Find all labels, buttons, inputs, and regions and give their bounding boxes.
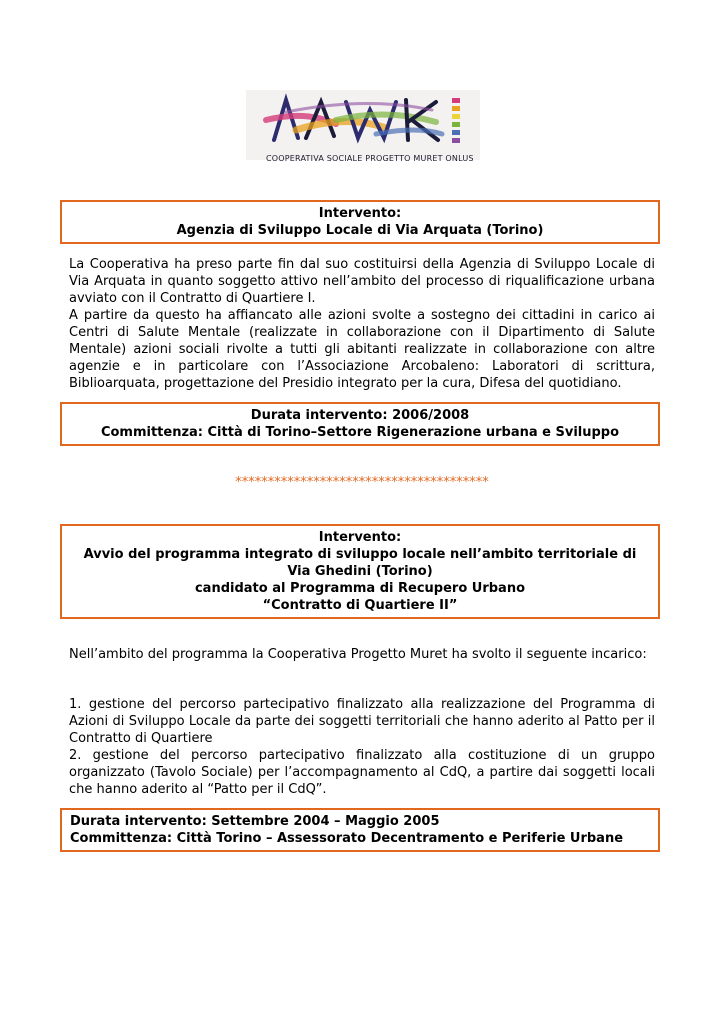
- section1-header-box: [60, 200, 660, 244]
- section1-body: [69, 256, 655, 392]
- section1-paragraph: A partire da questo ha affiancato alle azioni svolte a sostegno dei cittadini in carico ai Centri di Salute Mentale (realizzate in collaborazione con il Dipartimento di Salute Mentale) azioni sociali rivolte a tutti gli abitanti realizzate in collaborazione con altre agenzie e in particolare con l’Associazione Arcobaleno: Laboratori di scrittura, Biblioarquata, progettazione del Presidio integrato per la cura, Difesa del quotidiano.: [69, 308, 655, 391]
- logo-caption: COOPERATIVA SOCIALE PROGETTO MURET ONLUS: [266, 154, 474, 163]
- section2-durata-box: [60, 808, 660, 852]
- section1-durata-box: [60, 402, 660, 446]
- section1-committenza: Committenza: Città di Torino–Settore Rigenerazione urbana e Sviluppo: [100, 425, 620, 440]
- separator-stars: ***************************************: [235, 475, 489, 490]
- logo: [246, 90, 480, 182]
- section2-durata: Durata intervento: Settembre 2004 – Maggio 2005: [70, 814, 440, 829]
- section1-durata: Durata intervento: 2006/2008: [250, 408, 470, 423]
- section1-label: Intervento:: [318, 206, 402, 221]
- section2-items: [69, 696, 655, 798]
- section1-title: Agenzia di Sviluppo Locale di Via Arquata (Torino): [176, 223, 544, 238]
- section2-title-line3: candidato al Programma di Recupero Urbano: [194, 581, 526, 596]
- section2-title-line4: “Contratto di Quartiere II”: [262, 598, 458, 613]
- section2-intro-text: Nell’ambito del programma la Cooperativa Progetto Muret ha svolto il seguente incarico:: [69, 647, 647, 662]
- section2-committenza: Committenza: Città Torino – Assessorato Decentramento e Periferie Urbane: [70, 831, 624, 846]
- section2-item: 1. gestione del percorso partecipativo finalizzato alla realizzazione del Programma di Azioni di Sviluppo Locale da parte dei soggetti territoriali che hanno aderito al Patto per il Contratto di Quartiere: [69, 697, 655, 746]
- section2-header-box: [60, 524, 660, 619]
- section2-item: 2. gestione del percorso partecipativo finalizzato alla costituzione di un gruppo organizzato (Tavolo Sociale) per l’accompagnamento al CdQ, a partire dai soggetti locali che hanno aderito al “Patto per il CdQ”.: [69, 748, 655, 797]
- section2-title-line1: Avvio del programma integrato di sviluppo locale nell’ambito territoriale di: [83, 547, 637, 562]
- logo-graphic: [246, 90, 480, 160]
- section1-paragraph: La Cooperativa ha preso parte fin dal suo costituirsi della Agenzia di Sviluppo Locale di Via Arquata in quanto soggetto attivo nell’ambito del processo di riqualificazione urbana avviato con il Contratto di Quartiere I.: [69, 257, 655, 306]
- section2-label: Intervento:: [318, 530, 402, 545]
- section2-intro: [69, 646, 655, 663]
- section2-title-line2: Via Ghedini (Torino): [287, 564, 433, 579]
